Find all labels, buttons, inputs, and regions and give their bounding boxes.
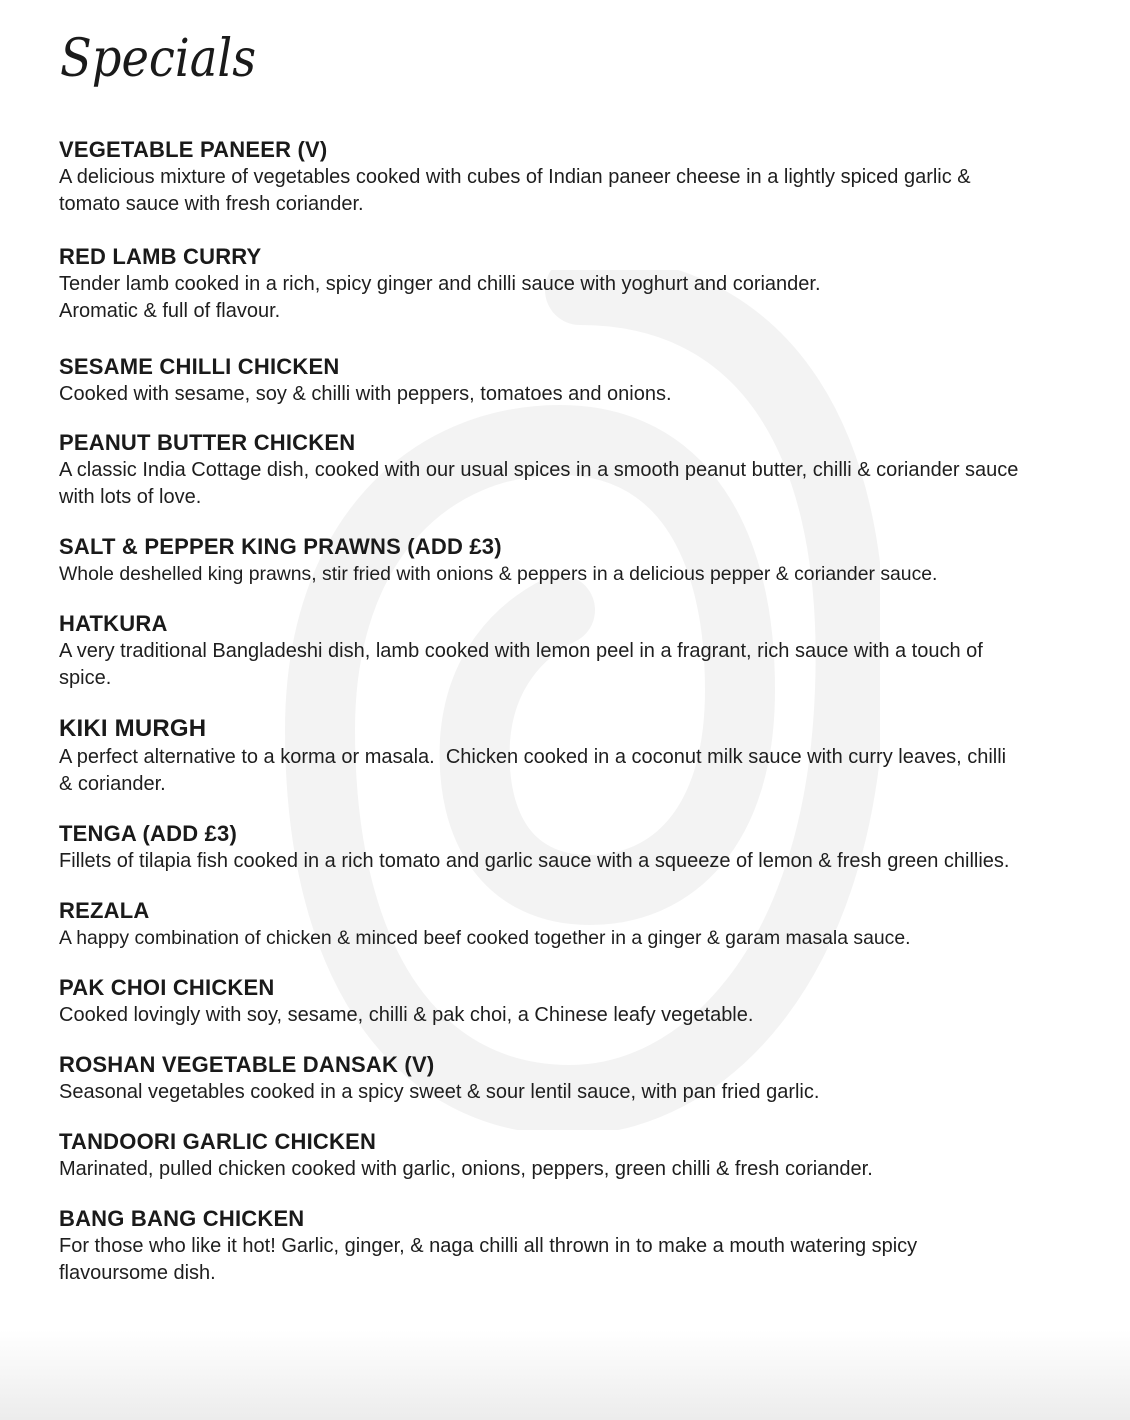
menu-item: [59, 1051, 1019, 1106]
page-title: [58, 18, 318, 108]
menu-item: [59, 1128, 1019, 1183]
item-description: Fillets of tilapia fish cooked in a rich tomato and garlic sauce with a squeeze of lemon & fresh green chillies.: [59, 850, 1010, 872]
item-description: A classic India Cottage dish, cooked with our usual spices in a smooth peanut butter, chilli & coriander sauce with lots of love.: [59, 459, 1019, 508]
menu-item: [59, 714, 1019, 798]
item-description: A very traditional Bangladeshi dish, lamb cooked with lemon peel in a fragrant, rich sauce with a touch of spice.: [59, 640, 983, 689]
item-description: Tender lamb cooked in a rich, spicy ginger and chilli sauce with yoghurt and coriander. Aromatic & full of flavour.: [59, 273, 821, 322]
item-description: A happy combination of chicken & minced beef cooked together in a ginger & garam masala sauce.: [59, 927, 911, 949]
item-name: BANG BANG CHICKEN: [59, 1206, 305, 1231]
item-description: Cooked with sesame, soy & chilli with peppers, tomatoes and onions.: [59, 383, 672, 405]
item-description: For those who like it hot! Garlic, ginger, & naga chilli all thrown in to make a mouth watering spicy flavoursome dish.: [59, 1235, 918, 1284]
item-name: HATKURA: [59, 611, 168, 636]
menu-item: [59, 429, 1019, 511]
item-name: PEANUT BUTTER CHICKEN: [59, 430, 356, 455]
item-description: Whole deshelled king prawns, stir fried with onions & peppers in a delicious pepper & coriander sauce.: [59, 563, 938, 585]
item-name: TANDOORI GARLIC CHICKEN: [59, 1129, 377, 1154]
item-description: Seasonal vegetables cooked in a spicy sweet & sour lentil sauce, with pan fried garlic.: [59, 1081, 820, 1103]
bottom-fade: [0, 1330, 1130, 1420]
menu-item: [59, 353, 1019, 408]
item-name: RED LAMB CURRY: [59, 244, 262, 269]
menu-item: [59, 974, 1019, 1029]
menu-item: [59, 897, 1019, 952]
item-name: PAK CHOI CHICKEN: [59, 975, 275, 1000]
item-name: KIKI MURGH: [59, 715, 207, 742]
item-description: A perfect alternative to a korma or masala. Chicken cooked in a coconut milk sauce with curry leaves, chilli & coriander.: [59, 746, 1012, 795]
menu-item: [59, 533, 1019, 588]
menu-item: [59, 243, 1019, 325]
item-description: Cooked lovingly with soy, sesame, chilli & pak choi, a Chinese leafy vegetable.: [59, 1004, 754, 1026]
item-name: TENGA (ADD £3): [59, 821, 237, 846]
item-description: Marinated, pulled chicken cooked with garlic, onions, peppers, green chilli & fresh coriander.: [59, 1158, 873, 1180]
item-description: A delicious mixture of vegetables cooked with cubes of Indian paneer cheese in a lightly spiced garlic & tomato sauce with fresh coriander.: [59, 166, 971, 215]
specials-menu: [59, 136, 1019, 1287]
menu-item: [59, 610, 1019, 692]
svg-text:Specials: Specials: [60, 29, 256, 89]
item-name: SESAME CHILLI CHICKEN: [59, 354, 340, 379]
item-name: ROSHAN VEGETABLE DANSAK (V): [59, 1052, 435, 1077]
item-name: REZALA: [59, 898, 150, 923]
menu-item: [59, 1205, 1019, 1287]
item-name: SALT & PEPPER KING PRAWNS (ADD £3): [59, 534, 502, 559]
menu-item: [59, 136, 1019, 218]
item-name: VEGETABLE PANEER (V): [59, 137, 328, 162]
menu-item: [59, 820, 1019, 875]
